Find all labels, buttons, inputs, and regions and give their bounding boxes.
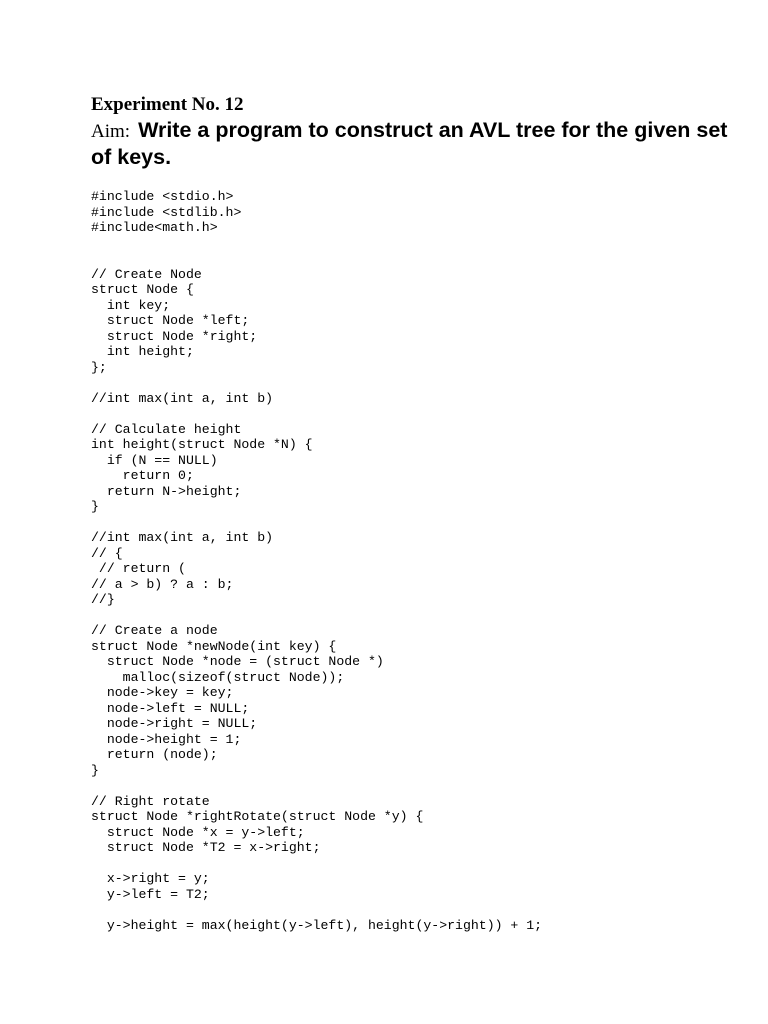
code-line: struct Node *node = (struct Node *) (91, 654, 384, 669)
code-line (91, 902, 751, 918)
code-line: struct Node *left; (91, 313, 250, 328)
code-line: // return ( (91, 561, 186, 576)
code-line (91, 608, 751, 624)
code-line (91, 406, 751, 422)
code-line: //int max(int a, int b) (91, 530, 274, 545)
aim-text: Write a program to construct an AVL tree for the given set of keys. (91, 118, 728, 169)
code-line: struct Node *rightRotate(struct Node *y) { (91, 809, 424, 824)
code-line: // Create a node (91, 623, 218, 638)
code-line: }; (91, 359, 107, 375)
code-line (91, 856, 751, 872)
code-line: //int max(int a, int b) (91, 390, 274, 406)
code-line: int height; (91, 344, 194, 359)
code-line: // Create Node (91, 266, 202, 282)
aim-statement (91, 117, 731, 171)
code-line: node->right = NULL; (91, 716, 258, 731)
code-line: #include<math.h> (91, 220, 218, 235)
code-line: struct Node *newNode(int key) { (91, 638, 337, 654)
code-line: } (91, 499, 99, 514)
code-line (91, 375, 751, 391)
code-line: struct Node *right; (91, 328, 258, 344)
code-line (91, 778, 751, 794)
code-line: //} (91, 592, 115, 607)
code-line: // Calculate height (91, 421, 242, 437)
experiment-heading: Experiment No. 12 (91, 94, 244, 115)
code-line: node->height = 1; (91, 731, 242, 747)
code-line: #include <stdlib.h> (91, 204, 242, 220)
code-line: return N->height; (91, 483, 242, 499)
code-line: node->left = NULL; (91, 700, 250, 716)
code-line: int key; (91, 297, 171, 313)
aim-label: Aim: (91, 121, 131, 142)
code-line: y->height = max(height(y->left), height(y->right)) + 1; (91, 917, 543, 933)
code-line (91, 251, 751, 267)
code-line: struct Node *T2 = x->right; (91, 840, 321, 855)
code-line (91, 515, 751, 531)
code-line: // { (91, 545, 123, 561)
code-line: if (N == NULL) (91, 452, 218, 468)
code-line: // a > b) ? a : b; (91, 576, 234, 592)
code-line: y->left = T2; (91, 886, 210, 902)
code-line: } (91, 762, 99, 778)
code-line: x->right = y; (91, 871, 210, 886)
code-block (91, 189, 751, 933)
code-line: malloc(sizeof(struct Node)); (91, 669, 345, 685)
code-line: #include <stdio.h> (91, 189, 234, 204)
code-line: struct Node { (91, 282, 194, 297)
code-line: // Right rotate (91, 793, 210, 809)
code-line: return 0; (91, 468, 194, 483)
code-line: node->key = key; (91, 685, 234, 700)
code-line: int height(struct Node *N) { (91, 437, 313, 452)
code-line: struct Node *x = y->left; (91, 824, 305, 840)
code-line (91, 236, 751, 252)
code-line: return (node); (91, 747, 218, 762)
